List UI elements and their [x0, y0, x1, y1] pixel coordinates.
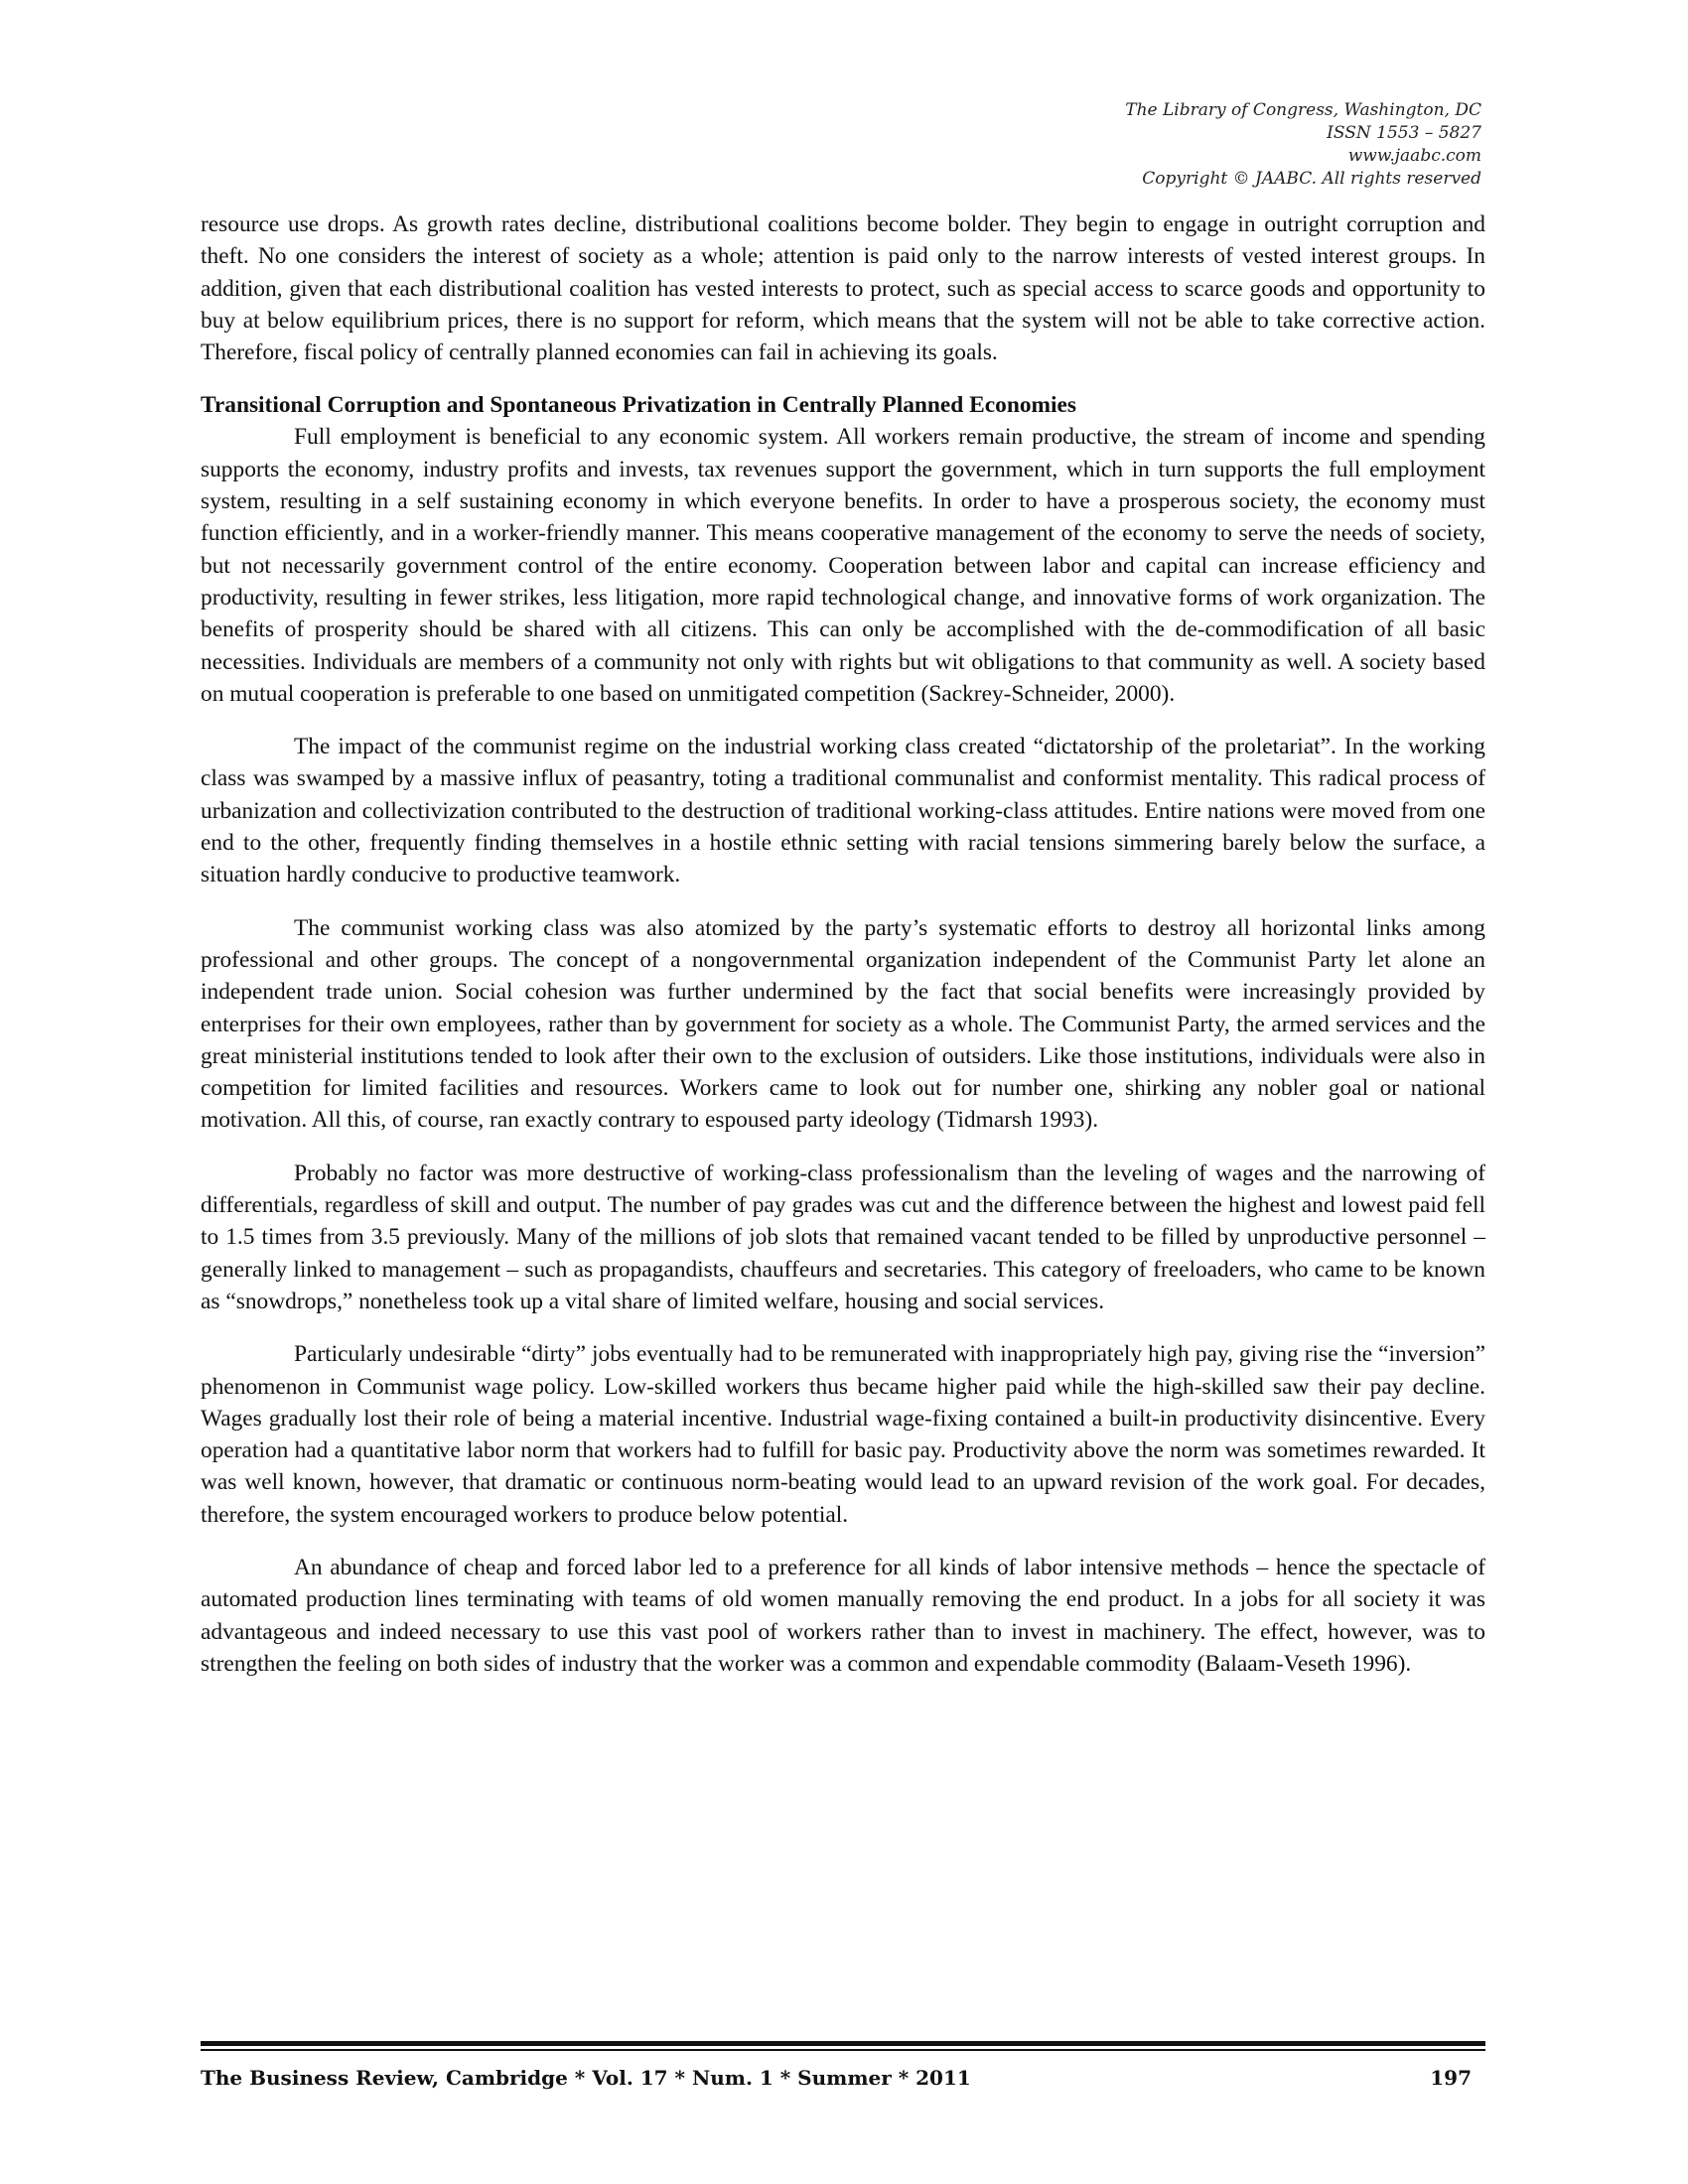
paragraph: Probably no factor was more destructive of working-class professionalism than the leveling of wages and the narrowing of differentials, regardless of skill and output. The number of pay grades was cut and the difference between the highest and lowest paid fell to 1.5 times from 3.5 previously. Many of the millions of job slots that remained vacant tended to be filled by unproductive personnel – generally linked to management – such as propagandists, chauffeurs and secretaries. This category of freeloaders, who came to be known as “snowdrops,” nonetheless took up a vital share of limited welfare, housing and social services. [201, 1160, 1485, 1314]
header-copyright: Copyright © JAABC. All rights reserved [1142, 169, 1481, 189]
article-body [201, 208, 1485, 1680]
paragraph: The impact of the communist regime on the industrial working class created “dictatorship of the proletariat”. In the working class was swamped by a massive influx of peasantry, toting a traditional communalist and conformist mentality. This radical process of urbanization and collectivization contributed to the destruction of traditional working-class attitudes. Entire nations were moved from one end to the other, frequently finding themselves in a hostile ethnic setting with racial tensions simmering barely below the surface, a situation hardly conducive to productive teamwork. [201, 734, 1485, 888]
section-heading: Transitional Corruption and Spontaneous Privatization in Centrally Planned Economies [201, 392, 1077, 419]
footer-journal-citation: The Business Review, Cambridge * Vol. 17 * Num. 1 * Summer * 2011 [201, 2066, 971, 2090]
paragraph: Full employment is beneficial to any economic system. All workers remain productive, the stream of income and spending supports the economy, industry profits and invests, tax revenues support the government, which in turn supports the full employment system, resulting in a self sustaining economy in which everyone benefits. In order to have a prosperous society, the economy must function efficiently, and in a worker-friendly manner. This means cooperative management of the economy to serve the needs of society, but not necessarily government control of the entire economy. Cooperation between labor and capital can increase efficiency and productivity, resulting in fewer strikes, less litigation, more rapid technological change, and innovative forms of work organization. The benefits of prosperity should be shared with all citizens. This can only be accomplished with the de-commodification of all basic necessities. Individuals are members of a community not only with rights but wit obligations to that community as well. A society based on mutual cooperation is preferable to one based on unmitigated competition (Sackrey-Schneider, 2000). [201, 424, 1485, 707]
paragraph-continued: resource use drops. As growth rates decline, distributional coalitions become bolder. They begin to engage in outright corruption and theft. No one considers the interest of society as a whole; attention is paid only to the narrow interests of vested interest groups. In addition, given that each distributional coalition has vested interests to protect, such as special access to scarce goods and opportunity to buy at below equilibrium prices, there is no support for reform, which means that the system will not be able to take corrective action. Therefore, fiscal policy of centrally planned economies can fail in achieving its goals. [201, 211, 1485, 366]
paragraph: The communist working class was also atomized by the party’s systematic efforts to destroy all horizontal links among professional and other groups. The concept of a nongovernmental organization independent of the Communist Party let alone an independent trade union. Social cohesion was further undermined by the fact that social benefits were increasingly provided by enterprises for their own employees, rather than by government for society as a whole. The Communist Party, the armed services and the great ministerial institutions tended to look after their own to the exclusion of outsiders. Like those institutions, individuals were also in competition for limited facilities and resources. Workers came to look out for number one, shirking any nobler goal or national motivation. All this, of course, ran exactly contrary to espoused party ideology (Tidmarsh 1993). [201, 914, 1485, 1134]
header-website: www.jaabc.com [1347, 146, 1481, 166]
footer-rule-thick [201, 2041, 1485, 2046]
header-issn: ISSN 1553 – 5827 [1327, 123, 1481, 143]
paragraph: Particularly undesirable “dirty” jobs eventually had to be remunerated with inappropriately high pay, giving rise the “inversion” phenomenon in Communist wage policy. Low-skilled workers thus became higher paid while the high-skilled saw their pay decline. Wages gradually lost their role of being a material incentive. Industrial wage-fixing contained a built-in productivity disincentive. Every operation had a quantitative labor norm that workers had to fulfill for basic pay. Productivity above the norm was sometimes rewarded. It was well known, however, that dramatic or continuous norm-beating would lead to an upward revision of the work goal. For decades, therefore, the system encouraged workers to produce below potential. [201, 1341, 1485, 1528]
header-library: The Library of Congress, Washington, DC [1125, 100, 1481, 120]
page-footer [201, 2064, 1485, 2092]
journal-header [1125, 99, 1481, 191]
paragraph: An abundance of cheap and forced labor led to a preference for all kinds of labor intensive methods – hence the spectacle of automated production lines terminating with teams of old women manually removing the end product. In a jobs for all society it was advantageous and indeed necessary to use this vast pool of workers rather than to invest in machinery. The effect, however, was to strengthen the feeling on both sides of industry that the worker was a common and expendable commodity (Balaam-Veseth 1996). [201, 1554, 1485, 1677]
footer-rule-thin [201, 2049, 1485, 2051]
page-number: 197 [1430, 2066, 1472, 2090]
